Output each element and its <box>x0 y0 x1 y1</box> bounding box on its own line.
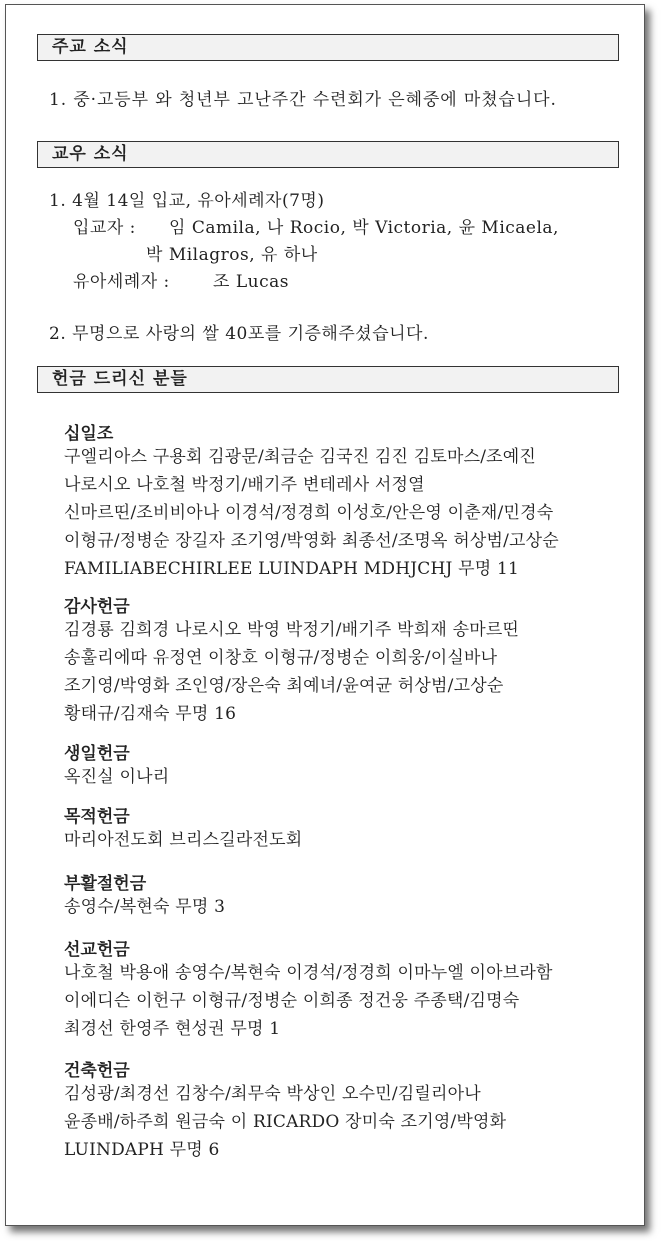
name-line: 나로시오 나호철 박정기/배기주 변테레사 서정열 <box>64 475 425 495</box>
offering-group-title-purpose: 목적헌금 <box>64 807 130 827</box>
name-line: LUINDAPH 무명 6 <box>64 1140 220 1160</box>
offering-group-names-birthday <box>64 763 169 791</box>
name-line: 윤종배/하주희 원금숙 이 RICARDO 장미숙 조기영/박영화 <box>64 1112 507 1132</box>
name-line: 최경선 한영주 현성권 무명 1 <box>64 1019 281 1039</box>
offering-group-names-thanksgiving <box>64 616 519 728</box>
confirmation-label: 입교자 : <box>73 218 136 238</box>
confirmation-names-line-1: 임 Camila, 나 Rocio, 박 Victoria, 윤 Micaela, <box>169 218 559 238</box>
name-line: 마리아전도회 브리스길라전도회 <box>64 830 303 850</box>
name-line: 구엘리아스 구용회 김광문/최금순 김국진 김진 김토마스/조예진 <box>64 447 537 467</box>
name-line: 황태규/김재숙 무명 16 <box>64 704 237 724</box>
name-line: 김성광/최경선 김창수/최무숙 박상인 오수민/김릴리아나 <box>64 1084 481 1104</box>
offering-group-title-birthday: 생일헌금 <box>64 744 130 764</box>
offering-group-title-building: 건축헌금 <box>64 1061 130 1081</box>
offering-group-names-tithe <box>64 443 559 583</box>
section-header-offering: 헌금 드리신 분들 <box>37 366 619 393</box>
infant-baptism-label: 유아세례자 : <box>73 272 170 292</box>
name-line: 옥진실 이나리 <box>64 767 170 787</box>
offering-group-title-tithe: 십일조 <box>64 424 114 444</box>
name-line: 송영수/복현숙 무명 3 <box>64 897 226 917</box>
offering-group-title-easter: 부활절헌금 <box>64 874 147 894</box>
name-line: 신마르띤/조비비아나 이경석/정경희 이성호/안은영 이춘재/민경숙 <box>64 503 554 523</box>
name-line: 이에디슨 이헌구 이형규/정병순 이희종 정건웅 주종택/김명숙 <box>64 991 520 1011</box>
name-line: 나호철 박용애 송영수/복현숙 이경석/정경희 이마누엘 이아브라함 <box>64 963 553 983</box>
section-header-member-news: 교우 소식 <box>37 141 619 168</box>
confirmation-names-line-2: 박 Milagros, 유 하나 <box>146 245 318 265</box>
bulletin-page <box>5 4 645 1226</box>
offering-group-names-purpose <box>64 826 302 854</box>
infant-baptism-names: 조 Lucas <box>213 272 289 292</box>
offering-group-title-thanksgiving: 감사헌금 <box>64 597 130 617</box>
name-line: FAMILIABECHIRLEE LUINDAPH MDHJCHJ 무명 11 <box>64 559 520 579</box>
name-line: 이형규/정병순 장길자 조기영/박영화 최종선/조명옥 허상범/고상순 <box>64 531 559 551</box>
section-header-church-news: 주교 소식 <box>37 34 619 61</box>
member-news-item-2: 2. 무명으로 사랑의 쌀 40포를 기증해주셨습니다. <box>49 324 429 344</box>
name-line: 송훌리에따 유정연 이창호 이형규/정병순 이희웅/이실바나 <box>64 648 498 668</box>
offering-group-title-mission: 선교헌금 <box>64 940 130 960</box>
offering-group-names-mission <box>64 959 553 1043</box>
name-line: 조기영/박영화 조인영/장은숙 최예녀/윤여균 허상범/고상순 <box>64 676 504 696</box>
offering-group-names-easter <box>64 893 225 921</box>
offering-group-names-building <box>64 1080 506 1164</box>
member-news-item-1: 1. 4월 14일 입교, 유아세례자(7명) <box>49 191 325 211</box>
church-news-item-1: 1. 중·고등부 와 청년부 고난주간 수련회가 은혜중에 마쳤습니다. <box>49 90 557 110</box>
name-line: 김경룡 김희경 나로시오 박영 박정기/배기주 박희재 송마르띤 <box>64 620 520 640</box>
